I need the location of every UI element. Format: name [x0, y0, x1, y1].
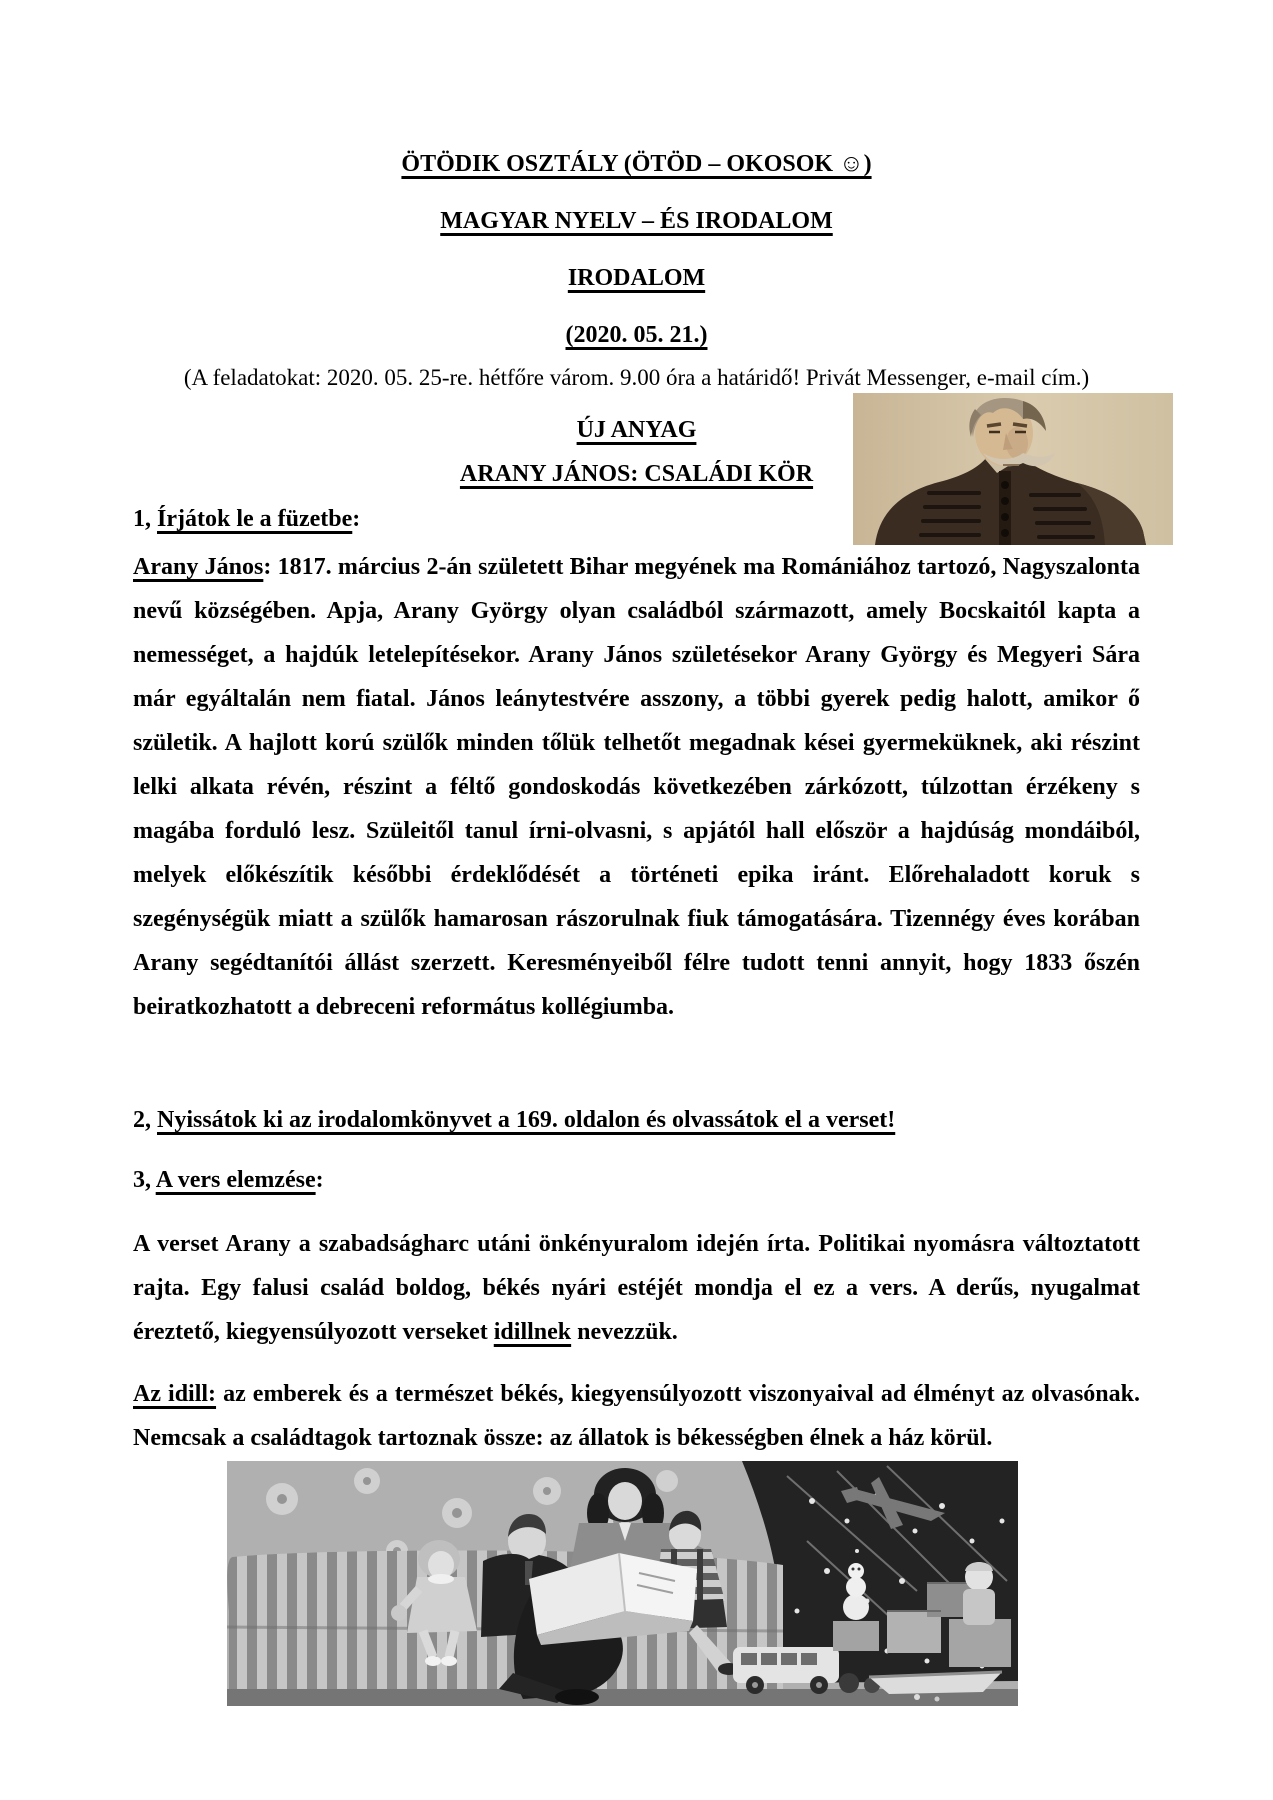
doc-title-line-1-text: ÖTÖDIK OSZTÁLY (ÖTÖD – OKOSOK ☺) — [401, 151, 872, 177]
new-material-heading — [133, 408, 1140, 452]
lesson-title — [133, 452, 1140, 496]
bio-lead: Arany János — [133, 554, 264, 580]
task-3-suffix: : — [315, 1167, 324, 1193]
task-1-suffix: : — [352, 506, 361, 532]
lesson-title-text: ARANY JÁNOS: CSALÁDI KÖR — [459, 461, 814, 487]
analysis-text-before: A verset Arany a szabadságharc utáni önkényuralom idején írta. Politikai nyomásra változtatott rajta. Egy falusi család boldog, békés nyári estéjét mondja el ez a vers. A derűs, nyugalmat éreztető, kiegyensúlyozott verseket — [133, 1231, 1140, 1345]
idyll-text: az emberek és a természet békés, kiegyensúlyozott viszonyaival ad élményt az olvasónak. Nemcsak a családtagok tartoznak össze: az állatok is békességben élnek a ház körül. — [133, 1381, 1141, 1451]
task-1-label: Írjátok le a füzetbe — [157, 506, 353, 532]
doc-title-line-3-text: IRODALOM — [567, 265, 706, 291]
doc-title-line-2 — [133, 199, 1140, 243]
task-1-number: 1, — [133, 506, 157, 532]
task-1-heading — [133, 497, 1140, 541]
doc-title-line-4 — [133, 313, 1140, 357]
idyll-lead: Az idill: — [133, 1381, 217, 1407]
new-material-heading-text: ÚJ ANYAG — [576, 417, 697, 443]
bio-text: 1817. március 2-án született Bihar megyének ma Romániához tartozó, Nagyszalonta nevű községében. Apja, Arany György olyan családból származott, amely Bocskaitól kapta a nemességet, a hajdúk letelepítésekor. Arany János születésekor Arany György és Megyeri Sára már egyáltalán nem fiatal. János leánytestvére asszony, a többi gyerek pedig halott, amikor ő születik. A hajlott korú szülők minden tőlük telhetőt megadnak kései gyermeküknek, aki részint lelki alkata révén, részint a féltő gondoskodás következében zárkózott, túlzottan érzékeny s magába forduló lesz. Szüleitől tanul írni-olvasni, s apjától hall először a hajdúság mondáiból, melyek előkészítik későbbi érdeklődését a történeti epika iránt. Előrehaladott koruk s szegénységük miatt a szülők hamarosan rászorulnak fiuk támogatására. Tizennégy éves korában Arany segédtanítói állást szerzett. Keresményeiből félre tudott tenni annyit, hogy 1833 őszén beiratkozhatott a debreceni református kollégiumba. — [133, 554, 1140, 1020]
analysis-text-after: nevezzük. — [571, 1319, 678, 1345]
deadline-note: (A feladatokat: 2020. 05. 25-re. hétfőre várom. 9.00 óra a határidő! Privát Messenger, e-mail cím.) — [183, 365, 1090, 390]
doc-title-line-3 — [133, 256, 1140, 300]
doc-title-line-4-text: (2020. 05. 21.) — [565, 322, 708, 348]
analysis-keyword: idillnek — [493, 1319, 572, 1345]
idyll-paragraph — [133, 1372, 1140, 1460]
family-christmas-photo-image — [227, 1461, 1018, 1706]
task-2-heading — [133, 1098, 1140, 1142]
analysis-paragraph — [133, 1222, 1140, 1354]
bio-lead-suffix: : — [263, 554, 278, 580]
bio-paragraph — [133, 545, 1140, 1029]
task-2-label: Nyissátok ki az irodalomkönyvet a 169. oldalon és olvassátok el a verset! — [157, 1107, 896, 1133]
doc-title-line-2-text: MAGYAR NYELV – ÉS IRODALOM — [440, 208, 833, 234]
task-3-heading — [133, 1158, 1140, 1202]
task-3-label: A vers elemzése — [155, 1167, 316, 1193]
task-2-number: 2, — [133, 1107, 157, 1133]
task-3-number: 3, — [133, 1167, 156, 1193]
doc-title-line-1 — [133, 142, 1140, 186]
